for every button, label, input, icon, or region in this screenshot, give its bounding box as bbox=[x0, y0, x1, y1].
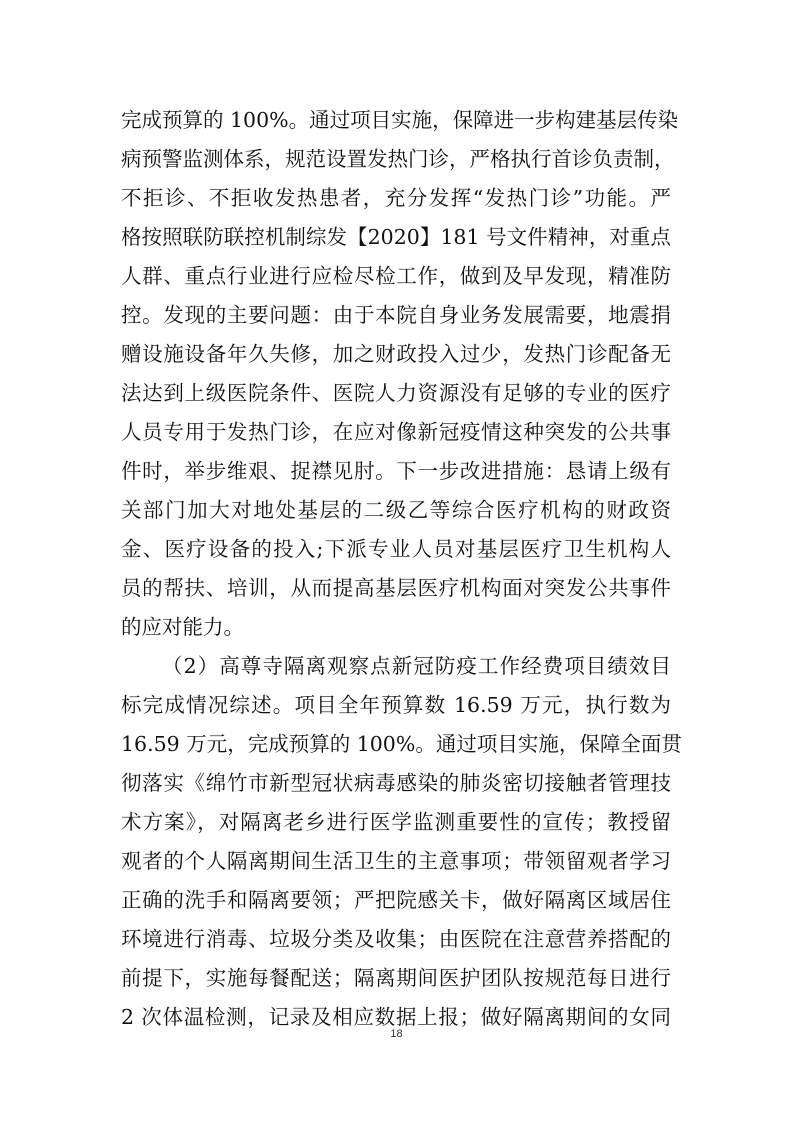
paragraph-line-21: 正确的洗手和隔离要领；严把院感关卡，做好隔离区域居住 bbox=[121, 888, 671, 912]
paragraph-line-9: 人员专用于发热门诊，在应对像新冠疫情这种突发的公共事 bbox=[121, 420, 671, 444]
paragraph-line-22: 环境进行消毒、垃圾分类及收集；由医院在注意营养搭配的 bbox=[121, 927, 671, 951]
paragraph-line-10: 件时，举步维艰、捉襟见肘。下一步改进措施：恳请上级有 bbox=[121, 459, 671, 483]
paragraph-line-23: 前提下，实施每餐配送；隔离期间医护团队按规范每日进行 bbox=[121, 966, 671, 990]
paragraph-line-4: 格按照联防联控机制综发【2020】181 号文件精神，对重点 bbox=[121, 225, 671, 249]
paragraph-line-15: （2）高尊寺隔离观察点新冠防疫工作经费项目绩效目 bbox=[162, 654, 671, 678]
paragraph-line-24: 2 次体温检测，记录及相应数据上报；做好隔离期间的女同 bbox=[121, 1005, 671, 1029]
paragraph-line-11: 关部门加大对地处基层的二级乙等综合医疗机构的财政资 bbox=[121, 498, 671, 522]
paragraph-line-19: 术方案》，对隔离老乡进行医学监测重要性的宣传；教授留 bbox=[121, 810, 671, 834]
paragraph-line-2: 病预警监测体系，规范设置发热门诊，严格执行首诊负责制， bbox=[121, 147, 675, 171]
paragraph-line-7: 赠设施设备年久失修，加之财政投入过少，发热门诊配备无 bbox=[121, 342, 671, 366]
paragraph-line-8: 法达到上级医院条件、医院人力资源没有足够的专业的医疗 bbox=[121, 381, 671, 405]
paragraph-line-12: 金、医疗设备的投入;下派专业人员对基层医疗卫生机构人 bbox=[121, 537, 671, 561]
paragraph-line-5: 人群、重点行业进行应检尽检工作，做到及早发现，精准防 bbox=[121, 264, 671, 288]
paragraph-line-16: 标完成情况综述。项目全年预算数 16.59 万元，执行数为 bbox=[121, 693, 671, 717]
paragraph-line-14: 的应对能力。 bbox=[121, 615, 244, 639]
paragraph-line-3: 不拒诊、不拒收发热患者，充分发挥“发热门诊”功能。严 bbox=[121, 186, 671, 210]
paragraph-line-1: 完成预算的 100%。通过项目实施，保障进一步构建基层传染 bbox=[121, 108, 679, 132]
page-number: 18 bbox=[390, 1028, 403, 1040]
paragraph-line-13: 员的帮扶、培训，从而提高基层医疗机构面对突发公共事件 bbox=[121, 576, 671, 600]
paragraph-line-17: 16.59 万元，完成预算的 100%。通过项目实施，保障全面贯 bbox=[121, 732, 682, 756]
paragraph-line-6: 控。发现的主要问题：由于本院自身业务发展需要，地震捐 bbox=[121, 303, 671, 327]
paragraph-line-18: 彻落实《绵竹市新型冠状病毒感染的肺炎密切接触者管理技 bbox=[121, 771, 671, 795]
paragraph-line-20: 观者的个人隔离期间生活卫生的主意事项；带领留观者学习 bbox=[121, 849, 671, 873]
